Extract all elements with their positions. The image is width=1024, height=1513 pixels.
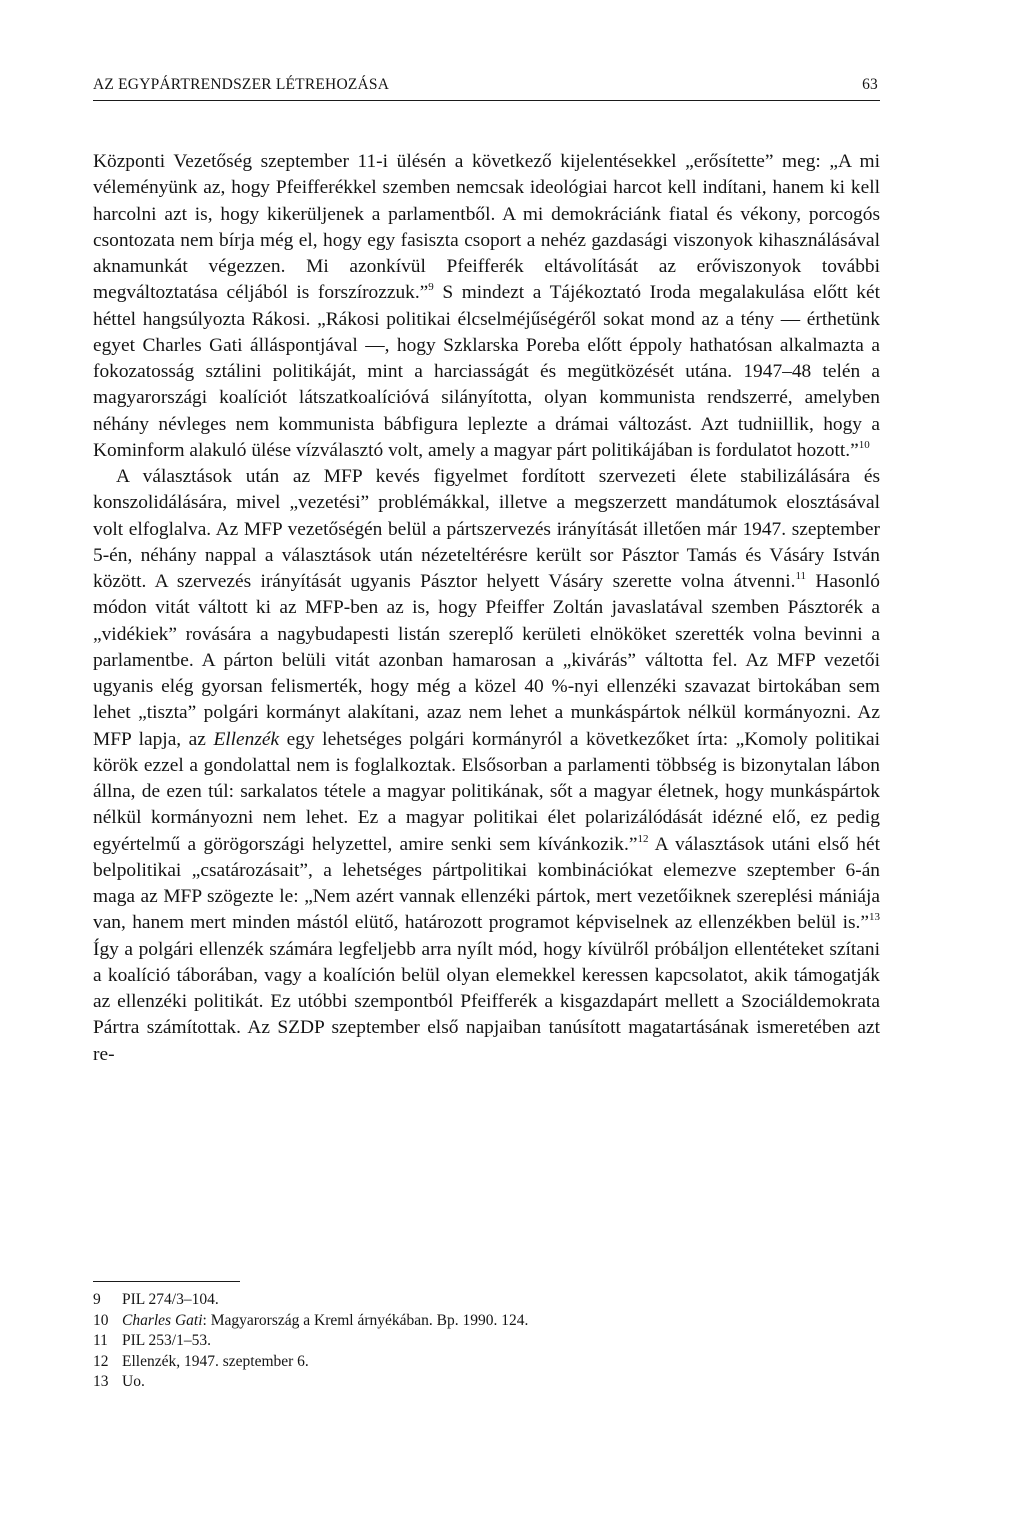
footnote-number: 9 (93, 1291, 101, 1308)
body-text (93, 149, 880, 1068)
paragraph-1 (93, 149, 880, 464)
paragraph-2-text-1: A választások után az MFP kevés figyelmet fordított szervezeti élete stabilizálására és konszolidálására, mivel „vezetési” problémákkal, illetve a megszerzett mandátumok elosztásával volt elfoglalva. Az MFP vezetőségén belül a pártszervezés irányítását illetően már 1947. szeptember 5-én, néhány nappal a választások után nézeteltérésre került sor Pásztor Tamás és Vásáry István között. A szervezés irányítását ugyanis Pásztor helyett Vásáry szerette volna átvenni. (93, 466, 880, 592)
footnote-number: 10 (93, 1311, 109, 1329)
paragraph-1-text-1: Központi Vezetőség szeptember 11-i ülésén a következő kijelentésekkel „erősítette” meg: „A mi véleményünk az, hogy Pfeifferékkel szemben nemcsak ideológiai harcot kell indítani, hanem ki kell harcolni azt is, hogy kikerüljenek a parlamentből. A mi demokráciánk fiatal és vékony, porcogós csontozata nem bírja még el, hogy egy fasiszta csoport a nehéz gazdasági viszonyok kihasználásával aknamunkát végezzen. Mi azonkívül Pfeifferék eltávolítását az erőviszonyok további megváltoztatása céljából is forszírozzuk.” (93, 151, 880, 304)
footnote-rule (93, 1281, 240, 1282)
footnote-text: Ellenzék, 1947. szeptember 6. (122, 1352, 309, 1370)
footnote-number: 11 (93, 1332, 108, 1350)
footnote-number: 12 (93, 1352, 109, 1370)
chapter-title: AZ EGYPÁRTRENDSZER LÉTREHOZÁSA (93, 76, 390, 93)
paragraph-1-text-2: S mindezt a Tájékoztató Iroda megalakulása előtt két héttel hangsúlyozta Rákosi. „Rákosi politikai élcselméjűségéről sokat mond az a tény — érthetünk egyet Charles Gati álláspontjával —, hogy Szklarska Poreba előtt éppoly hathatósan alkalmazta a fokozatosság sztálini politikáját, mint a harciasságát és megütközését utána. 1947–48 telén a magyarországi koalíciót látszatkoalícióvá silányította, olyan kommunista rendszerré, amelyben néhány névleges nem kommunista bábfigura leplezte a drámai változást. Azt tudniillik, hogy a Kominform alakuló ülése vízválasztó volt, amely a magyar párt politikájában is fordulatot hozott.” (93, 282, 880, 461)
newspaper-title: Ellenzék (213, 728, 280, 750)
footnote-9 (93, 1290, 880, 1311)
footnote-10 (93, 1311, 880, 1332)
footnote-text: Uo. (122, 1373, 145, 1391)
running-head (93, 76, 880, 100)
footnote-11 (93, 1331, 880, 1352)
paragraph-2-text-2: Hasonló módon vitát váltott ki az MFP-ben az is, hogy Pfeiffer Zoltán javaslatával szemben Pásztorék a „vidékiek” rovására a nagybudapesti listán szereplő kerületi elnököket szerették volna bevinni a parlamentbe. A párton belüli vitát azonban hamarosan a „kivárás” váltotta fel. Az MFP vezetői ugyanis elég gyorsan felismerték, hogy még a közel 40 %-nyi ellenzéki szavazat birtokában sem lehet „tiszta” polgári kormányt alakítani, azaz nem lehet a munkáspártok nélkül kormányozni. Az MFP lapja, az (93, 571, 880, 750)
paragraph-2-text-4: A választások utáni első hét belpolitikai „csatározásait”, a lehetséges pártpolitikai kombinációkat elemezve szeptember 6-án maga az MFP szögezte le: „Nem azért vannak ellenzéki pártok, mert vezetőiknek szereplési mániája van, hanem mert minden mástól elütő, határozott programot képviselnek az ellenzékben belül is.” (93, 833, 880, 934)
book-page (93, 0, 880, 1513)
footnote-ref-12[interactable]: 12 (637, 832, 649, 845)
page-number: 63 (862, 76, 878, 93)
footnote-text: : Magyarország a Kreml árnyékában. Bp. 1990. 124. (202, 1311, 529, 1329)
footnote-number: 13 (93, 1373, 109, 1391)
footnote-ref-11[interactable]: 11 (795, 570, 807, 582)
footnotes (93, 1290, 880, 1393)
footnote-13 (93, 1372, 880, 1393)
footnote-author: Charles Gati (122, 1311, 203, 1329)
footnote-ref-10[interactable]: 10 (858, 438, 870, 451)
paragraph-2 (93, 464, 880, 1068)
paragraph-2-text-5: Így a polgári ellenzék számára legfeljebb arra nyílt mód, hogy kívülről próbáljon ellentéteket szítani a koalíció táborában, vagy a koalíción belül olyan elemekkel keressen kapcsolatot, akik támogatják az ellenzéki politikát. Ez utóbbi szempontból Pfeifferék a kisgazdapárt mellett a Szociáldemokrata Pártra számítottak. Az SZDP szeptember első napjaiban tanúsított magatartásának ismeretében azt re- (93, 938, 880, 1065)
footnote-text: PIL 253/1–53. (122, 1332, 211, 1350)
header-rule (93, 100, 880, 101)
footnote-12 (93, 1352, 880, 1373)
footnote-ref-13[interactable]: 13 (869, 911, 880, 924)
paragraph-2-text-3: egy lehetséges polgári kormányról a következőket írta: „Komoly politikai körök ezzel a gondolattal nem is foglalkoztak. Elsősorban a parlamenti többség is bizonytalan lábon állna, de ezen túl: sarkalatos tétele a magyar politikának, sőt a magyar életnek, hogy munkáspártok nélkül kormányozni nem lehet. Ez a magyar politikai élet polarizálódását idézné elő, ez pedig egyértelmű a görögországi helyzettel, amire senki sem kívánkozik.” (93, 728, 880, 855)
footnote-text: PIL 274/3–104. (122, 1291, 219, 1308)
footnote-ref-9[interactable]: 9 (428, 281, 434, 294)
